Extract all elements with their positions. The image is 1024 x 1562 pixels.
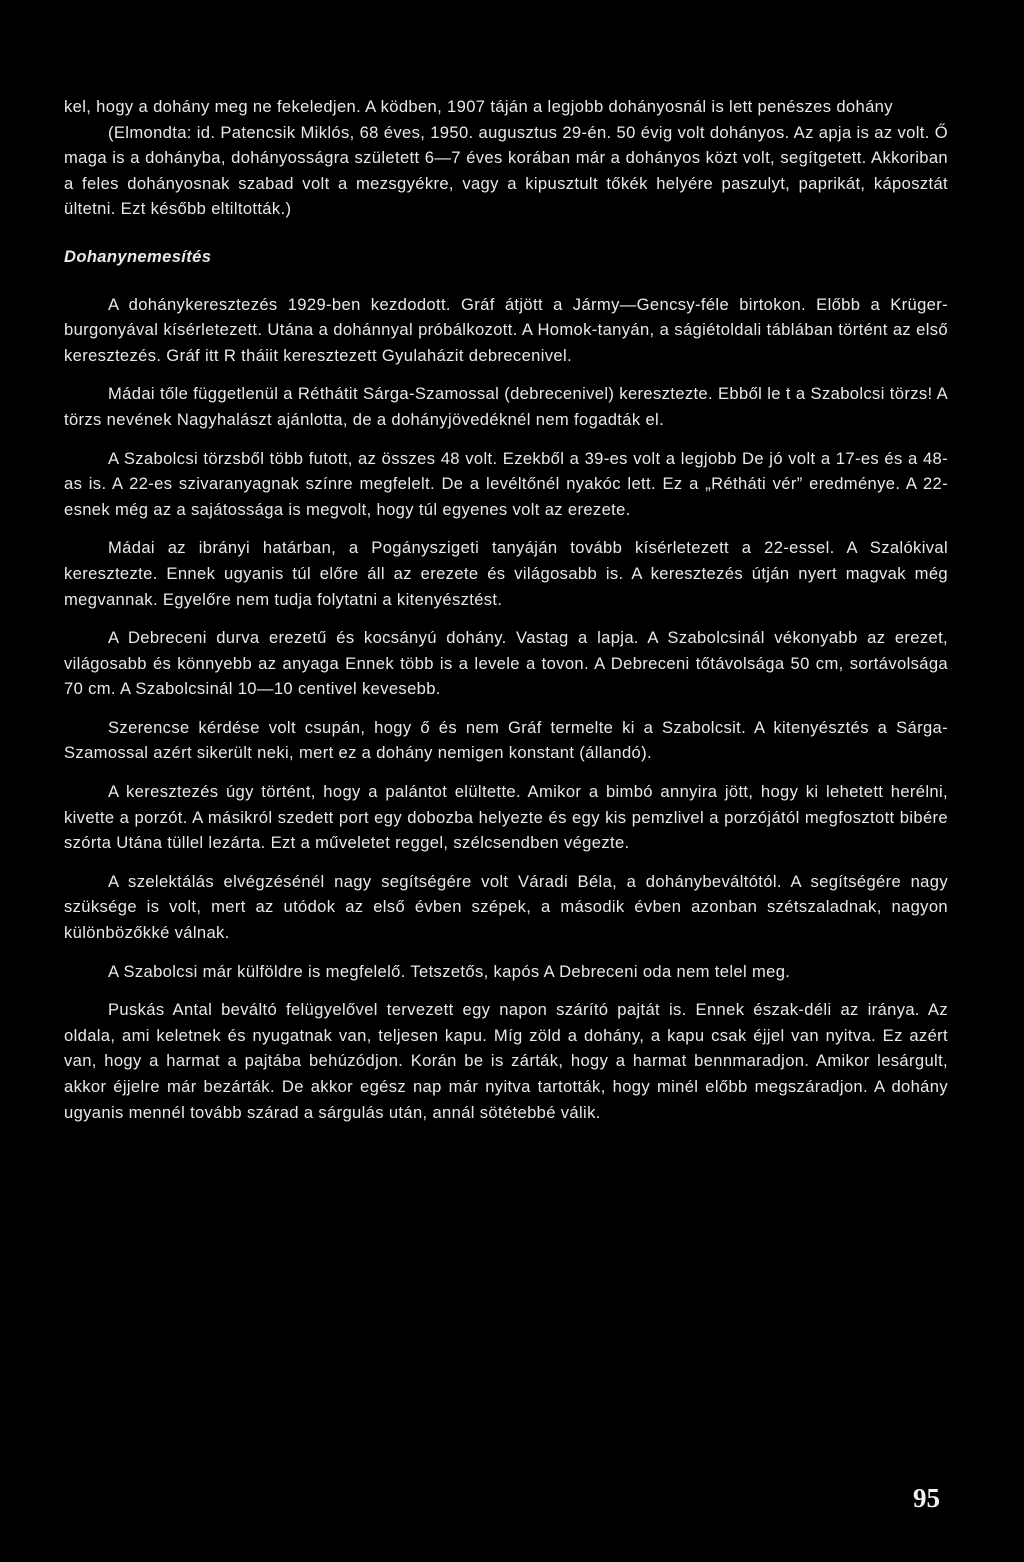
paragraph-interview-note: (Elmondta: id. Patencsik Miklós, 68 éves, 1950. augusztus 29-én. 50 évig volt dohányos. Az apja is az volt. Ő maga is a dohányba, dohányosságra született 6—7 éves korában már a dohányos közt volt, segítgetett. Akkoriban a feles dohányosnak szabad volt a mezsgyékre, vagy a kipusztult tőkék helyére paszulyt, paprikát, káposztát ültetni. Ezt később eltiltották.) (64, 122, 948, 219)
paragraph: A Szabolcsi törzsből több futott, az összes 48 volt. Ezekből a 39-es volt a legjobb De jó volt a 17-es és a 48-as is. A 22-es szivaranyagnak színre megfelelt. De a levéltőnél nyakóc lett. Ez a „Rétháti vér” eredménye. A 22-esnek még az a sajátossága is megvolt, hogy túl egyenes volt az erezete. (64, 448, 948, 519)
page-number: 95 (913, 1483, 940, 1513)
paragraph: Mádai az ibrányi határban, a Pogányszigeti tanyáján tovább kísérletezett a 22-essel. A Szalókival keresztezte. Ennek ugyanis túl előre áll az erezete és világosabb is. A keresztezés útján nyert magvak még megvannak. Egyelőre nem tudja folytatni a kitenyésztést. (64, 538, 948, 609)
paragraph-continuation: kel, hogy a dohány meg ne fekeledjen. A ködben, 1907 táján a legjobb dohányosnál is lett penészes dohány (64, 97, 893, 116)
paragraph: A keresztezés úgy történt, hogy a palántot elültette. Amikor a bimbó annyira jött, hogy ki lehetett herélni, kivette a porzót. A másikról szedett port egy dobozba helyezte és egy kis pemzlivel a porzójától megfosztott bibére szórta Utána tüllel lezárta. Ezt a műveletet reggel, szélcsendben végezte. (64, 782, 948, 853)
section-heading: Dohanynemesítés (64, 246, 212, 266)
paragraph: A dohánykeresztezés 1929-ben kezdodott. Gráf átjött a Jármy—Gencsy-féle birtokon. Előbb a Krüger-burgonyával kísérletezett. Utána a dohánnyal próbálkozott. A Homok-tanyán, a ságiétoldali táblában történt az első keresztezés. Gráf itt R tháiit keresztezett Gyulaházit debrecenivel. (64, 294, 948, 365)
page-body (64, 94, 948, 1125)
paragraph: A szelektálás elvégzésénél nagy segítségére volt Váradi Béla, a dohánybeváltótól. A segítségére nagy szüksége is volt, mert az utódok az első évben szépek, a második évben azonban szétszaladnak, nagyon különbözőkké válnak. (64, 871, 948, 943)
paragraph: A Debreceni durva erezetű és kocsányú dohány. Vastag a lapja. A Szabolcsinál vékonyabb az erezet, világosabb és könnyebb az anyaga Ennek több is a levele a tovon. A Debreceni tőtávolsága 50 cm, sortávolsága 70 cm. A Szabolcsinál 10—10 centivel kevesebb. (64, 628, 948, 699)
paragraph: Szerencse kérdése volt csupán, hogy ő és nem Gráf termelte ki a Szabolcsit. A kitenyésztés a Sárga-Szamossal azért sikerült neki, mert ez a dohány nemigen konstant (állandó). (64, 717, 948, 763)
paragraph: Puskás Antal beváltó felügyelővel tervezett egy napon szárító pajtát is. Ennek észak-déli az iránya. Az oldala, ami keletnek és nyugatnak van, teljesen kapu. Míg zöld a dohány, a kapu csak éjjel van nyitva. Ez azért van, hogy a harmat a pajtába behúzódjon. Korán be is zárták, hogy a harmat bennmaradjon. Amikor lesárgult, akkor éjjelre már bezárták. De akkor egész nap már nyitva tartották, hogy minél előbb megszáradjon. A dohány ugyanis mennél tovább szárad a sárgulás után, annál sötétebbé válik. (64, 1000, 948, 1122)
paragraph: A Szabolcsi már külföldre is megfelelő. Tetszetős, kapós A Debreceni oda nem telel meg. (108, 961, 791, 981)
paragraph: Mádai tőle függetlenül a Réthátit Sárga-Szamossal (debrecenivel) keresztezte. Ebből le t a Szabolcsi törzs! A törzs nevének Nagyhalászt ajánlotta, de a dohányjövedéknél nem fogadták el. (64, 384, 948, 429)
